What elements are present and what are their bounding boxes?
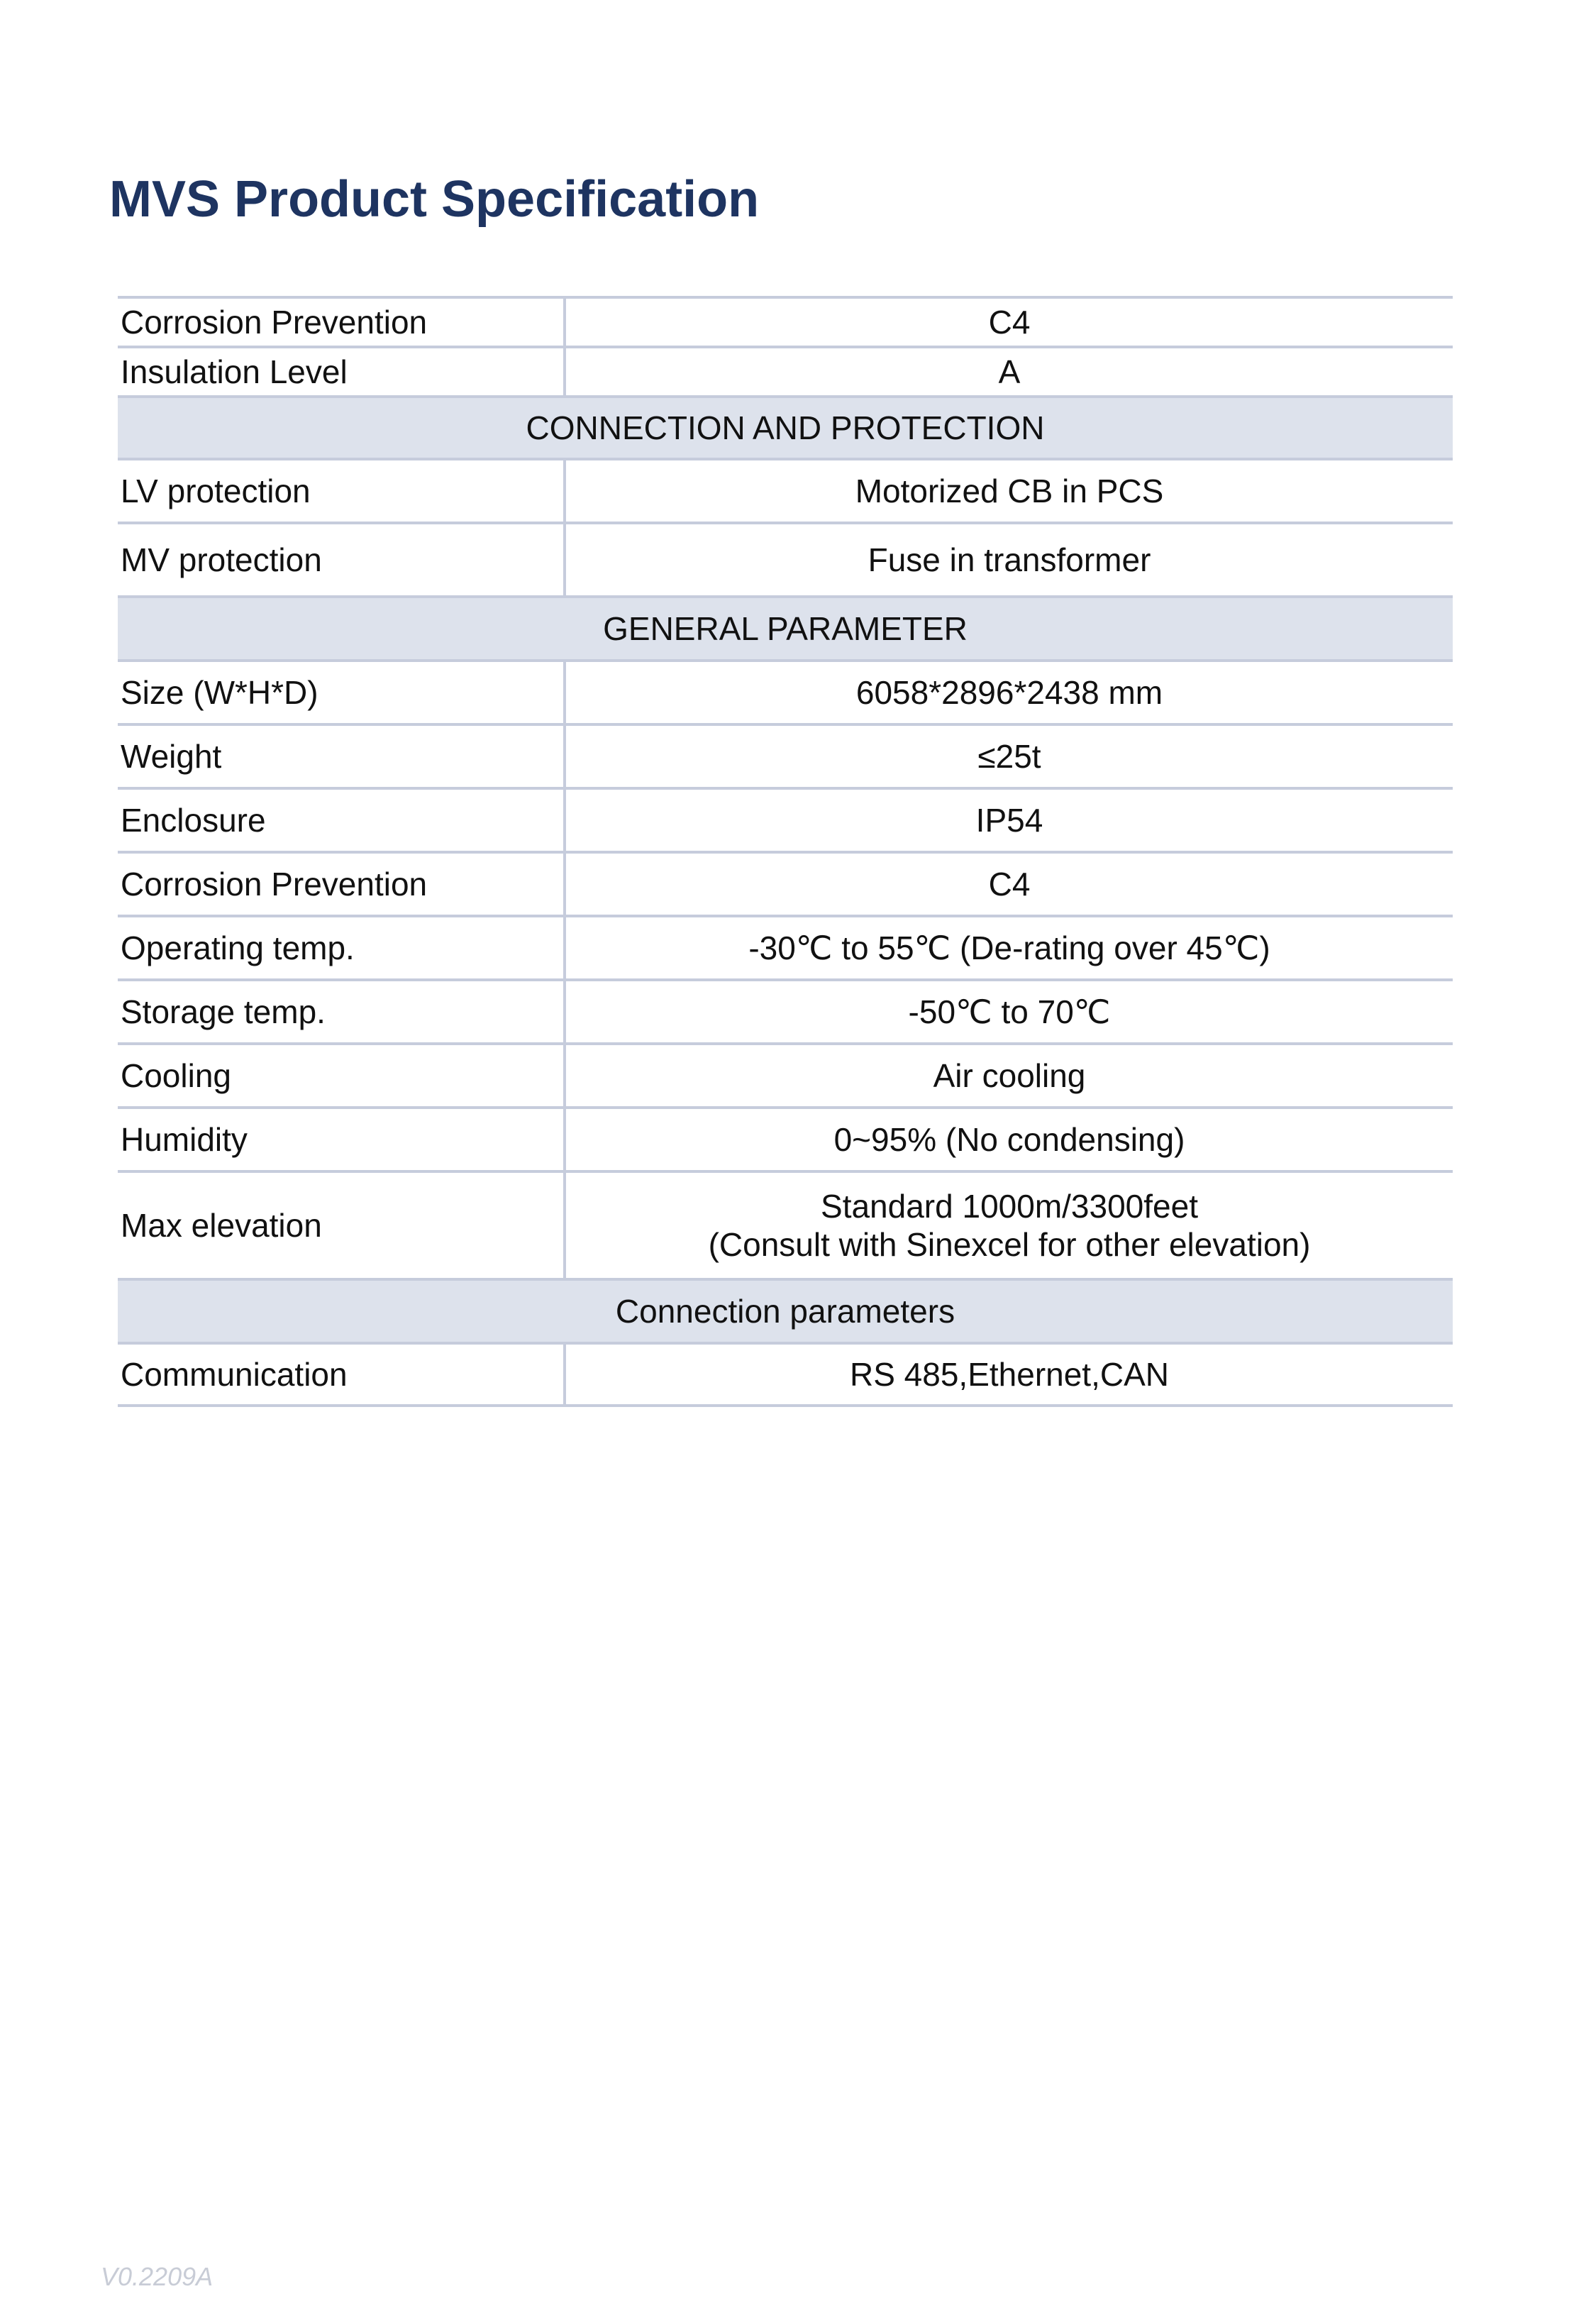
row-value: Fuse in transformer xyxy=(565,523,1453,597)
spec-table xyxy=(118,296,1453,1407)
row-value: A xyxy=(565,347,1453,397)
table-row xyxy=(118,1044,1453,1108)
table-row xyxy=(118,980,1453,1044)
row-label: MV protection xyxy=(118,523,565,597)
table-row xyxy=(118,788,1453,852)
table-row xyxy=(118,916,1453,980)
row-label: Corrosion Prevention xyxy=(118,297,565,347)
row-label: Weight xyxy=(118,724,565,788)
table-row xyxy=(118,852,1453,916)
table-row xyxy=(118,297,1453,347)
row-value: ≤25t xyxy=(565,724,1453,788)
version-label: V0.2209A xyxy=(101,2262,214,2291)
row-label: Humidity xyxy=(118,1108,565,1171)
row-value: 0~95% (No condensing) xyxy=(565,1108,1453,1171)
section-header-connection-protection xyxy=(118,397,1453,459)
row-value: 6058*2896*2438 mm xyxy=(565,661,1453,724)
section-header-general-parameter xyxy=(118,597,1453,661)
value-line: Standard 1000m/3300feet xyxy=(821,1187,1198,1225)
section-title: CONNECTION AND PROTECTION xyxy=(118,397,1453,459)
row-label: Max elevation xyxy=(118,1171,565,1279)
row-value: Air cooling xyxy=(565,1044,1453,1108)
table-row xyxy=(118,661,1453,724)
table-row xyxy=(118,523,1453,597)
row-label: Storage temp. xyxy=(118,980,565,1044)
row-value: -50℃ to 70℃ xyxy=(565,980,1453,1044)
table-row xyxy=(118,1343,1453,1406)
section-header-connection-parameters xyxy=(118,1279,1453,1343)
section-title: Connection parameters xyxy=(118,1279,1453,1343)
page-title: MVS Product Specification xyxy=(109,171,760,228)
row-value: IP54 xyxy=(565,788,1453,852)
table-row xyxy=(118,459,1453,523)
row-label: LV protection xyxy=(118,459,565,523)
table-row xyxy=(118,1108,1453,1171)
row-label: Size (W*H*D) xyxy=(118,661,565,724)
row-value: C4 xyxy=(565,852,1453,916)
value-line: (Consult with Sinexcel for other elevation) xyxy=(708,1226,1311,1263)
row-label: Corrosion Prevention xyxy=(118,852,565,916)
row-label: Communication xyxy=(118,1343,565,1406)
row-value: C4 xyxy=(565,297,1453,347)
row-label: Enclosure xyxy=(118,788,565,852)
section-title: GENERAL PARAMETER xyxy=(118,597,1453,661)
row-value: RS 485,Ethernet,CAN xyxy=(565,1343,1453,1406)
row-label: Cooling xyxy=(118,1044,565,1108)
row-value: Motorized CB in PCS xyxy=(565,459,1453,523)
table-row xyxy=(118,1171,1453,1279)
row-label: Operating temp. xyxy=(118,916,565,980)
table-row xyxy=(118,347,1453,397)
row-label: Insulation Level xyxy=(118,347,565,397)
row-value xyxy=(565,1171,1453,1279)
table-row xyxy=(118,724,1453,788)
row-value: -30℃ to 55℃ (De-rating over 45℃) xyxy=(565,916,1453,980)
